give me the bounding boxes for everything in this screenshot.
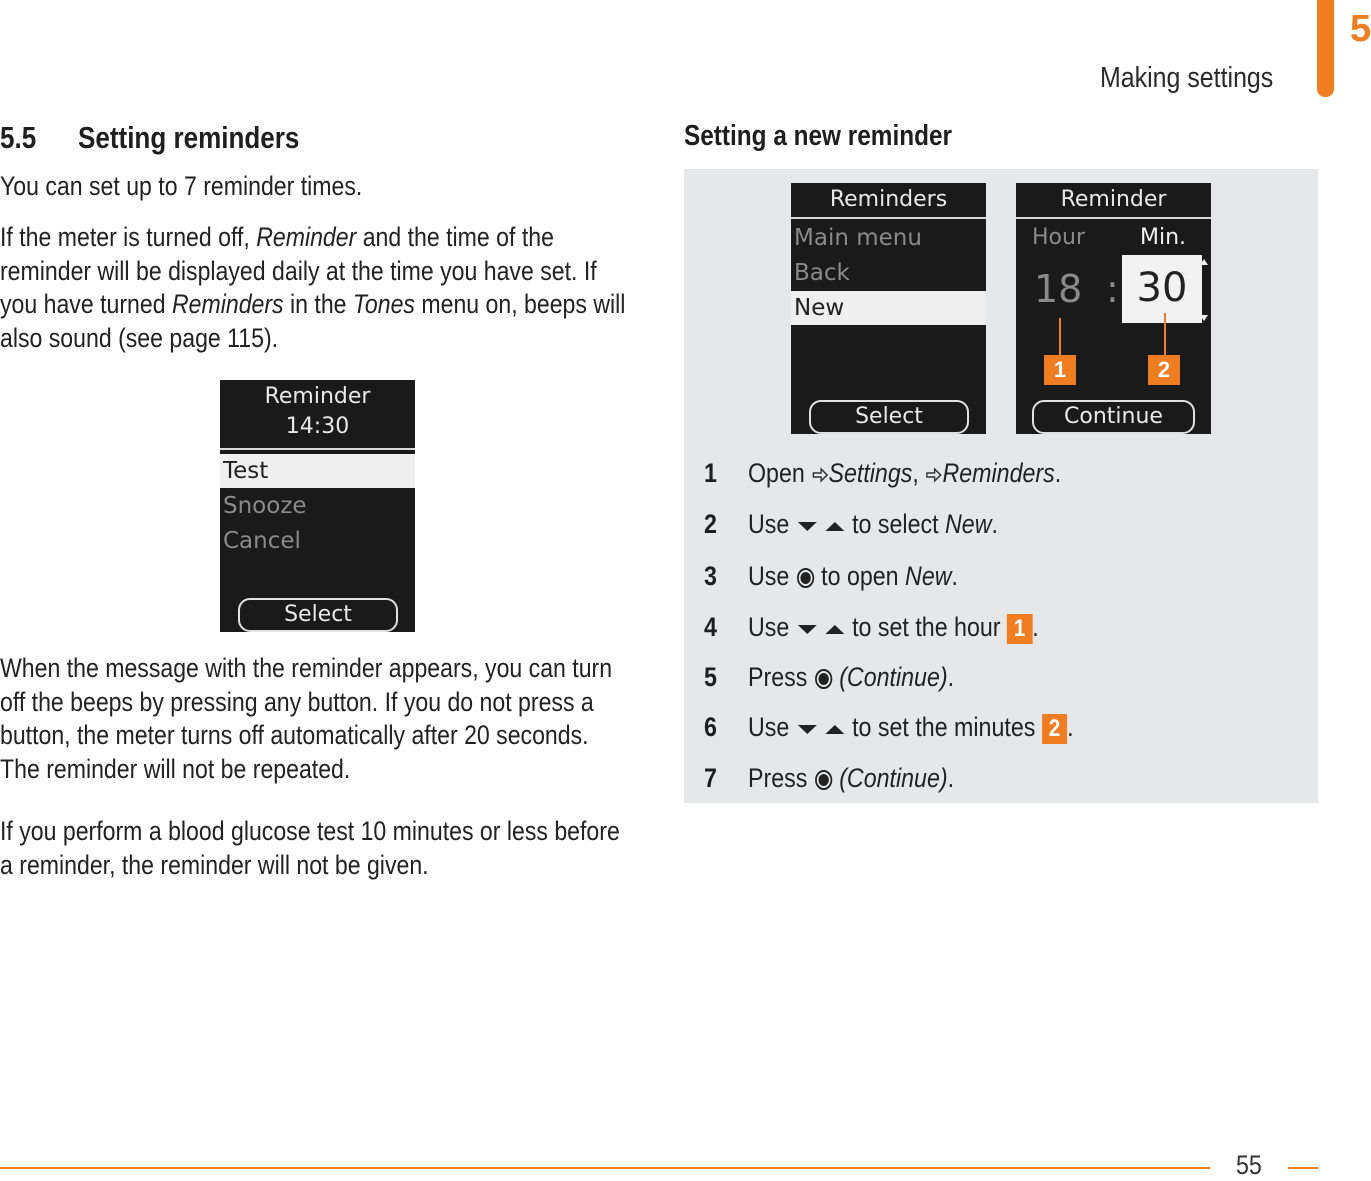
callout-badge: 2 — [1042, 714, 1067, 744]
down-up-buttons-icon — [796, 622, 846, 636]
hour-value[interactable]: 18 — [1034, 267, 1083, 311]
reminder-alert-screen — [220, 380, 415, 632]
down-up-buttons-icon — [796, 519, 846, 533]
minutes-label: Min. — [1140, 225, 1187, 250]
time-separator: : — [1106, 267, 1119, 311]
step-1: Open Settings, Reminders. — [748, 458, 1062, 488]
select-softkey[interactable]: Select — [238, 598, 398, 632]
glucose-test-paragraph: If you perform a blood glucose test 10 minutes or less before a reminder, the reminder will not be given. — [0, 816, 620, 880]
down-up-buttons-icon — [796, 722, 846, 736]
spin-arrows-icon — [1198, 257, 1210, 323]
menu-item-back[interactable]: Back — [794, 260, 850, 286]
step-4: Use to set the hour 1 . — [748, 612, 1039, 642]
step-3: Use to open New. — [748, 561, 958, 591]
continue-softkey[interactable]: Continue — [1032, 400, 1195, 434]
step-number: 4 — [704, 612, 717, 642]
reminders-menu-screen — [791, 183, 986, 434]
callout-line-2 — [1164, 313, 1166, 358]
section-number: 5.5 — [0, 120, 37, 155]
footer-rule — [1288, 1167, 1318, 1169]
chapter-number: 5 — [1350, 8, 1371, 50]
callout-1: 1 — [1044, 355, 1076, 385]
footer-rule — [0, 1167, 1210, 1169]
menu-item-main-menu[interactable]: Main menu — [794, 225, 922, 251]
step-5: Press (Continue). — [748, 662, 955, 692]
reminder-time: 14:30 — [285, 414, 350, 439]
callout-line-1 — [1059, 318, 1061, 358]
step-number: 7 — [704, 763, 717, 793]
menu-item-new[interactable]: New — [791, 291, 986, 325]
menu-item-test[interactable]: Test — [220, 454, 415, 488]
ok-button-icon — [796, 567, 815, 589]
procedure-title: Setting a new reminder — [684, 120, 953, 152]
screen-title: Reminders — [829, 187, 948, 212]
step-number: 3 — [704, 561, 717, 591]
select-softkey[interactable]: Select — [809, 400, 969, 434]
step-number: 1 — [704, 458, 717, 488]
ok-button-icon — [814, 668, 833, 690]
divider — [220, 448, 415, 450]
divider — [791, 217, 986, 219]
step-number: 6 — [704, 712, 717, 742]
step-number: 5 — [704, 662, 717, 692]
reminder-display-paragraph: If the meter is turned off, Reminder and the time of the reminder will be displayed daily at the time you have set. If you have turned Reminders in the Tones menu on, beeps will also sound (see page 115). — [0, 222, 626, 353]
minutes-value[interactable]: 30 — [1122, 255, 1202, 323]
divider — [1016, 217, 1211, 219]
step-6: Use to set the minutes 2 . — [748, 712, 1074, 742]
section-title: Setting reminders — [78, 120, 300, 155]
beeps-paragraph: When the message with the reminder appears, you can turn off the beeps by pressing any button. If you do not press a button, the meter turns off automatically after 20 seconds. The reminder will not be repeated. — [0, 653, 613, 784]
step-number: 2 — [704, 509, 717, 539]
callout-2: 2 — [1148, 355, 1180, 385]
reminder-time-screen — [1016, 183, 1211, 434]
ok-button-icon — [814, 769, 833, 791]
step-2: Use to select New. — [748, 509, 998, 539]
screen-title: Reminder — [1060, 187, 1167, 212]
callout-badge: 1 — [1007, 614, 1032, 644]
page-number: 55 — [1236, 1150, 1262, 1180]
hour-label: Hour — [1032, 225, 1085, 250]
chapter-tab — [1317, 0, 1334, 97]
running-header: Making settings — [1100, 62, 1274, 94]
screen-title: Reminder — [264, 384, 371, 409]
step-7: Press (Continue). — [748, 763, 955, 793]
intro-paragraph: You can set up to 7 reminder times. — [0, 171, 363, 201]
menu-item-snooze[interactable]: Snooze — [223, 493, 307, 519]
menu-item-cancel[interactable]: Cancel — [223, 528, 301, 554]
menu-arrow-icon — [925, 467, 942, 483]
menu-arrow-icon — [811, 467, 828, 483]
